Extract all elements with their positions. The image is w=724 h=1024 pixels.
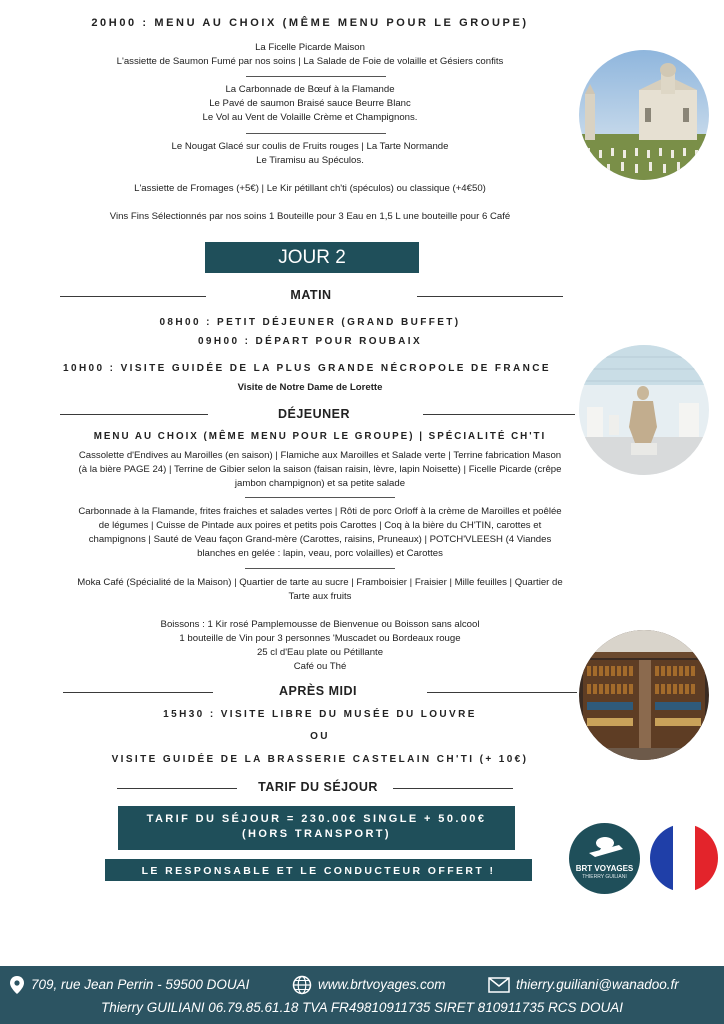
breakfast-line: 08H00 : PETIT DÉJEUNER (GRAND BUFFET) [159,317,461,328]
lunch-dessert-line: Tarte aux fruits [288,591,352,602]
menu-divider [245,497,395,498]
lunch-starter-line: jambon champignon) et sa petite salade [234,478,406,489]
section-rule [60,296,206,297]
footer-address: 709, rue Jean Perrin - 59500 DOUAI [31,977,250,992]
logo-sub: THIERRY GUILIANI [582,874,627,880]
dinner-main: La Carbonnade de Bœuf à la Flamande [225,84,395,95]
footer-website[interactable]: www.brtvoyages.com [318,977,446,992]
price-box [118,806,515,850]
globe-icon [292,975,312,995]
necropolis-sub: Visite de Notre Dame de Lorette [237,382,383,393]
lunch-main-line: blanches en gelée : lapin, veau, porc volailles) et Carottes [197,548,443,559]
drinks-line: Boissons : 1 Kir rosé Pamplemousse de Bienvenue ou Boisson sans alcool [160,619,480,630]
offer-text: LE RESPONSABLE ET LE CONDUCTEUR OFFERT ! [141,865,496,877]
louvre-visit: 15H30 : VISITE LIBRE DU MUSÉE DU LOUVRE [163,709,477,720]
dinner-extras: L'assiette de Fromages (+5€) | Le Kir pétillant ch'ti (spéculos) ou classique (+4€50) [134,183,486,194]
offer-banner [105,859,532,881]
drinks-line: Café ou Thé [293,661,347,672]
section-rule [63,692,213,693]
lunch-dessert-line: Moka Café (Spécialité de la Maison) | Quartier de tarte au sucre | Framboisier | Fraisier | Mille feuilles | Quartier de [77,577,563,588]
lunch-starter-line: (à la bière PAGE 24) | Terrine de Gibier selon la saison (faisan raisin, lèvre, lapin Noisette) | Ficelle Picarde (crêpe [78,464,562,475]
dinner-starter: L'assiette de Saumon Fumé par nos soins | La Salade de Foie de volaille et Gésiers confits [116,56,504,67]
lunch-main-line: de légumes | Cuisse de Pintade aux poires et petits pois Carottes | Coq à la bière du CH'TIN, carottes et [98,520,542,531]
french-flag-icon [650,824,718,892]
dinner-desserts [0,140,620,168]
footer [0,966,724,1024]
drinks-line: 25 cl d'Eau plate ou Pétillante [256,647,384,658]
lunch-main-line: Carbonnade à la Flamande, frites fraiches et salades vertes | Rôti de porc Orloff à la crème de Maroilles et poêlée [78,506,562,517]
menu-divider [246,133,386,134]
drinks-line: 1 bouteille de Vin pour 3 personnes 'Muscadet ou Bordeaux rouge [179,633,461,644]
footer-email[interactable]: thierry.guiliani@wanadoo.fr [516,977,679,992]
footer-legal: Thierry GUILIANI 06.79.85.61.18 TVA FR49810911735 SIRET 810911735 RCS DOUAI [100,1000,624,1015]
section-rule [60,414,208,415]
lunch-desserts [0,576,640,604]
section-rule [417,296,563,297]
lunch-starter-line: Cassolette d'Endives au Maroilles (en saison) | Flamiche aux Maroilles et Salade verte | Terrine fabrication Mason [78,450,562,461]
necropolis-photo [579,50,709,180]
departure-line: 09H00 : DÉPART POUR ROUBAIX [197,336,423,347]
dinner-menu [0,41,620,69]
dinner-mains [0,83,620,125]
tarif-title: TARIF DU SÉJOUR [258,780,378,794]
lunch-menu-heading: MENU AU CHOIX (MÊME MENU POUR LE GROUPE) | SPÉCIALITÉ CH'TI [93,431,547,442]
brt-voyages-logo [569,823,640,894]
lunch-starters [0,449,640,491]
or-label: OU [310,731,330,742]
lunch-drinks [0,618,640,674]
dinner-main: Le Pavé de saumon Braisé sauce Beurre Blanc [209,98,411,109]
section-rule [427,692,577,693]
lunch-main-line: champignons | Sauté de Veau façon Grand-mère (Carottes, raisins, Pruneaux) | POTCH'VLEESH (4 Viandes [88,534,552,545]
lunch-title: DÉJEUNER [277,407,351,421]
afternoon-title: APRÈS MIDI [279,684,357,698]
location-pin-icon [10,976,24,994]
dinner-main: Le Vol au Vent de Volaille Crème et Champignons. [202,112,418,123]
menu-divider [245,568,395,569]
menu-divider [246,76,386,77]
section-rule [393,788,513,789]
price-note: (HORS TRANSPORT) [241,828,391,840]
brewery-visit: VISITE GUIDÉE DE LA BRASSERIE CASTELAIN CH'TI (+ 10€) [111,754,529,765]
necropolis-visit: 10H00 : VISITE GUIDÉE DE LA PLUS GRANDE NÉCROPOLE DE FRANCE [63,363,551,374]
logo-name: BRT VOYAGES [575,864,634,873]
mail-icon [488,977,510,993]
morning-title: MATIN [290,288,332,302]
dinner-heading: 20H00 : MENU AU CHOIX (MÊME MENU POUR LE GROUPE) [91,17,529,29]
dinner-dessert: Le Nougat Glacé sur coulis de Fruits rouges | La Tarte Normande [171,141,449,152]
lunch-mains [0,505,640,561]
day-banner: JOUR 2 [205,242,419,273]
dinner-dessert: Le Tiramisu au Spéculos. [256,155,364,166]
dinner-starter: La Ficelle Picarde Maison [255,42,365,53]
dinner-wines: Vins Fins Sélectionnés par nos soins 1 Bouteille pour 3 Eau en 1,5 L une bouteille pour 6 Café [109,211,511,222]
price-line: TARIF DU SÉJOUR = 230.00€ SINGLE + 50.00€ [146,813,487,825]
section-rule [423,414,575,415]
